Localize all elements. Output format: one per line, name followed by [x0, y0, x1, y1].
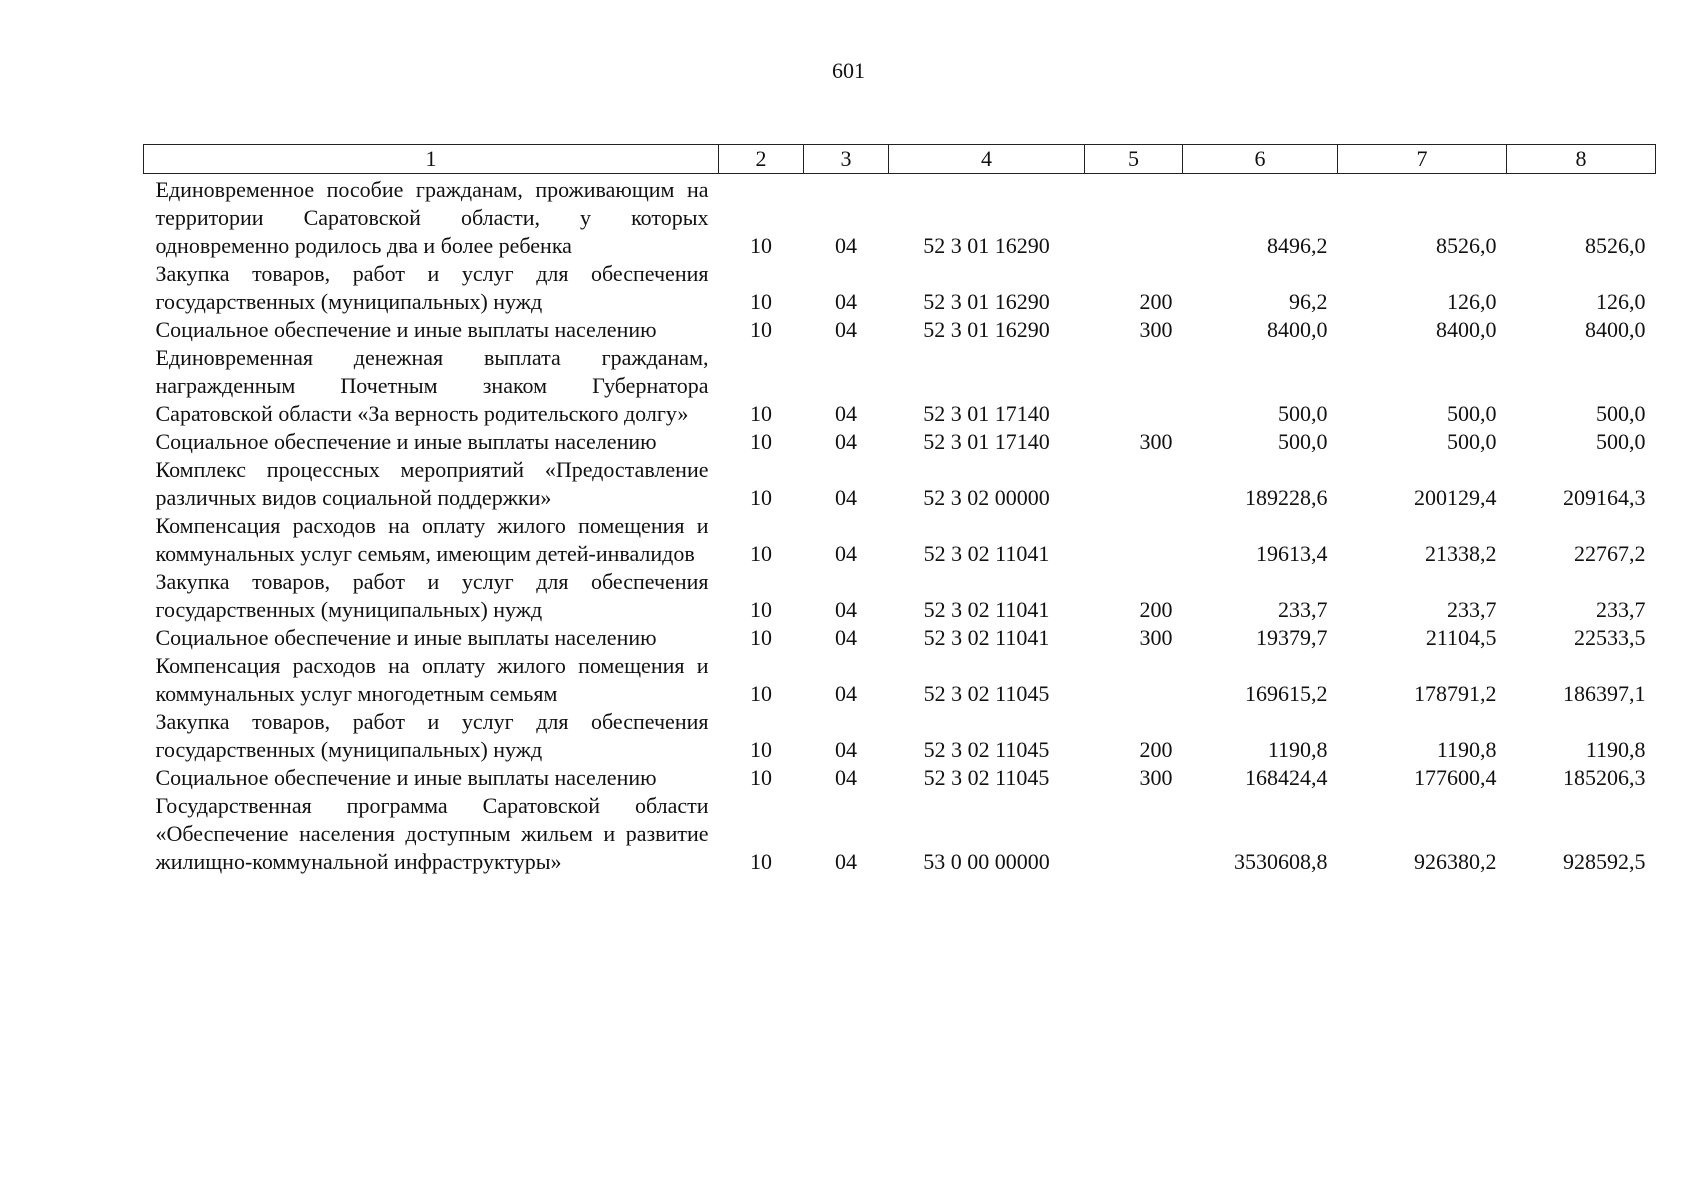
row-target-code: 52 3 02 11045: [923, 737, 1050, 762]
row-amount-year-3: 500,0: [1596, 429, 1646, 454]
row-expense-type: [1085, 512, 1183, 568]
row-expense-type: [1085, 344, 1183, 428]
row-name: Социальное обеспечение и иные выплаты населению: [155, 317, 657, 342]
row-amount-year-1: 500,0: [1278, 429, 1328, 454]
row-subsection: 04: [835, 541, 857, 566]
row-amount-year-1: 19613,4: [1256, 541, 1328, 566]
table-header: [144, 145, 1656, 174]
row-amount-year-3: 233,7: [1596, 597, 1646, 622]
table-row: [144, 260, 1656, 316]
row-expense-type: 300: [1139, 625, 1173, 650]
row-amount-year-1: 189228,6: [1245, 485, 1328, 510]
row-name: Единовременное пособие гражданам, проживающим на территории Саратовской области, у которых одновременно родилось два и более ребенка: [155, 177, 709, 258]
page-number: 601: [832, 58, 865, 83]
row-target-code: 52 3 02 11041: [923, 541, 1050, 566]
row-name: Социальное обеспечение и иные выплаты населению: [155, 625, 657, 650]
row-expense-type: 200: [1139, 597, 1173, 622]
row-name: Закупка товаров, работ и услуг для обеспечения государственных (муниципальных) нужд: [155, 261, 709, 314]
row-section: 10: [750, 737, 772, 762]
row-section: 10: [750, 681, 772, 706]
row-name: Компенсация расходов на оплату жилого помещения и коммунальных услуг семьям, имеющим детей-инвалидов: [155, 513, 709, 566]
row-amount-year-2: 500,0: [1447, 401, 1497, 426]
row-amount-year-3: 186397,1: [1563, 681, 1646, 706]
row-target-code: 52 3 01 17140: [923, 401, 1050, 426]
row-expense-type: [1085, 652, 1183, 708]
row-subsection: 04: [835, 233, 857, 258]
row-expense-type: 200: [1139, 737, 1173, 762]
row-name: Компенсация расходов на оплату жилого помещения и коммунальных услуг многодетным семьям: [155, 653, 709, 706]
table-row: [144, 764, 1656, 792]
row-section: 10: [750, 625, 772, 650]
row-amount-year-2: 21338,2: [1425, 541, 1497, 566]
header-cell-5: 5: [1085, 145, 1183, 174]
row-section: 10: [750, 541, 772, 566]
row-section: 10: [750, 317, 772, 342]
row-amount-year-3: 22767,2: [1574, 541, 1646, 566]
table-body: [144, 174, 1656, 877]
row-amount-year-3: 1190,8: [1585, 737, 1646, 762]
row-amount-year-1: 169615,2: [1245, 681, 1328, 706]
row-amount-year-1: 8400,0: [1267, 317, 1328, 342]
table-row: [144, 316, 1656, 344]
row-section: 10: [750, 485, 772, 510]
row-amount-year-1: 168424,4: [1245, 765, 1328, 790]
row-amount-year-3: 8400,0: [1585, 317, 1646, 342]
row-section: 10: [750, 233, 772, 258]
row-target-code: 52 3 02 11045: [923, 765, 1050, 790]
row-expense-type: [1085, 174, 1183, 261]
row-subsection: 04: [835, 289, 857, 314]
header-cell-7: 7: [1338, 145, 1507, 174]
table-row: [144, 456, 1656, 512]
row-amount-year-3: 126,0: [1596, 289, 1646, 314]
row-amount-year-1: 1190,8: [1267, 737, 1328, 762]
header-row: [144, 145, 1656, 174]
header-cell-8: 8: [1507, 145, 1656, 174]
row-name: Закупка товаров, работ и услуг для обеспечения государственных (муниципальных) нужд: [155, 709, 709, 762]
table-row: [144, 708, 1656, 764]
row-target-code: 52 3 02 00000: [923, 485, 1050, 510]
header-cell-2: 2: [719, 145, 804, 174]
row-amount-year-2: 233,7: [1447, 597, 1497, 622]
row-amount-year-1: 19379,7: [1256, 625, 1328, 650]
table-row: [144, 174, 1656, 261]
row-name: Комплекс процессных мероприятий «Предоставление различных видов социальной поддержки»: [155, 457, 709, 510]
row-amount-year-3: 185206,3: [1563, 765, 1646, 790]
row-target-code: 52 3 02 11041: [923, 625, 1050, 650]
row-section: 10: [750, 849, 772, 874]
row-expense-type: 200: [1139, 289, 1173, 314]
row-amount-year-2: 500,0: [1447, 429, 1497, 454]
row-target-code: 52 3 02 11045: [923, 681, 1050, 706]
row-subsection: 04: [835, 401, 857, 426]
row-name: Закупка товаров, работ и услуг для обеспечения государственных (муниципальных) нужд: [155, 569, 709, 622]
row-subsection: 04: [835, 625, 857, 650]
row-expense-type: [1085, 792, 1183, 876]
row-subsection: 04: [835, 597, 857, 622]
row-subsection: 04: [835, 681, 857, 706]
table-row: [144, 344, 1656, 428]
row-name: Социальное обеспечение и иные выплаты населению: [155, 765, 657, 790]
row-amount-year-2: 8400,0: [1436, 317, 1497, 342]
row-amount-year-1: 96,2: [1289, 289, 1328, 314]
row-name: Социальное обеспечение и иные выплаты населению: [155, 429, 657, 454]
row-amount-year-1: 500,0: [1278, 401, 1328, 426]
row-target-code: 52 3 01 16290: [923, 317, 1050, 342]
row-amount-year-2: 126,0: [1447, 289, 1497, 314]
row-amount-year-2: 1190,8: [1436, 737, 1497, 762]
row-amount-year-1: 233,7: [1278, 597, 1328, 622]
header-cell-3: 3: [804, 145, 889, 174]
table-row: [144, 624, 1656, 652]
row-subsection: 04: [835, 485, 857, 510]
row-amount-year-3: 928592,5: [1563, 849, 1646, 874]
header-cell-6: 6: [1183, 145, 1338, 174]
row-target-code: 52 3 01 16290: [923, 233, 1050, 258]
row-target-code: 52 3 01 16290: [923, 289, 1050, 314]
row-section: 10: [750, 289, 772, 314]
row-expense-type: [1085, 456, 1183, 512]
row-amount-year-3: 209164,3: [1563, 485, 1646, 510]
row-target-code: 52 3 01 17140: [923, 429, 1050, 454]
budget-table: [143, 144, 1656, 876]
row-amount-year-1: 3530608,8: [1234, 849, 1328, 874]
row-target-code: 52 3 02 11041: [923, 597, 1050, 622]
row-subsection: 04: [835, 765, 857, 790]
row-amount-year-2: 8526,0: [1436, 233, 1497, 258]
row-target-code: 53 0 00 00000: [923, 849, 1050, 874]
table-row: [144, 652, 1656, 708]
row-section: 10: [750, 429, 772, 454]
row-subsection: 04: [835, 429, 857, 454]
table-row: [144, 428, 1656, 456]
row-section: 10: [750, 597, 772, 622]
row-section: 10: [750, 765, 772, 790]
row-expense-type: 300: [1139, 429, 1173, 454]
row-name: Государственная программа Саратовской области «Обеспечение населения доступным жильем и развитие жилищно-коммунальной инфраструктуры»: [155, 793, 709, 874]
row-subsection: 04: [835, 849, 857, 874]
row-section: 10: [750, 401, 772, 426]
table-row: [144, 512, 1656, 568]
row-expense-type: 300: [1139, 317, 1173, 342]
header-cell-1: 1: [144, 145, 719, 174]
row-amount-year-3: 500,0: [1596, 401, 1646, 426]
row-subsection: 04: [835, 737, 857, 762]
table-row: [144, 568, 1656, 624]
row-amount-year-3: 22533,5: [1574, 625, 1646, 650]
row-amount-year-1: 8496,2: [1267, 233, 1328, 258]
row-amount-year-2: 177600,4: [1414, 765, 1497, 790]
header-cell-4: 4: [889, 145, 1085, 174]
row-amount-year-2: 21104,5: [1425, 625, 1497, 650]
row-amount-year-2: 200129,4: [1414, 485, 1497, 510]
table-row: [144, 792, 1656, 876]
row-subsection: 04: [835, 317, 857, 342]
row-expense-type: 300: [1139, 765, 1173, 790]
row-amount-year-2: 178791,2: [1414, 681, 1497, 706]
row-amount-year-3: 8526,0: [1585, 233, 1646, 258]
row-amount-year-2: 926380,2: [1414, 849, 1497, 874]
row-name: Единовременная денежная выплата гражданам, награжденным Почетным знаком Губернатора Саратовской области «За верность родительского долгу»: [155, 345, 709, 426]
